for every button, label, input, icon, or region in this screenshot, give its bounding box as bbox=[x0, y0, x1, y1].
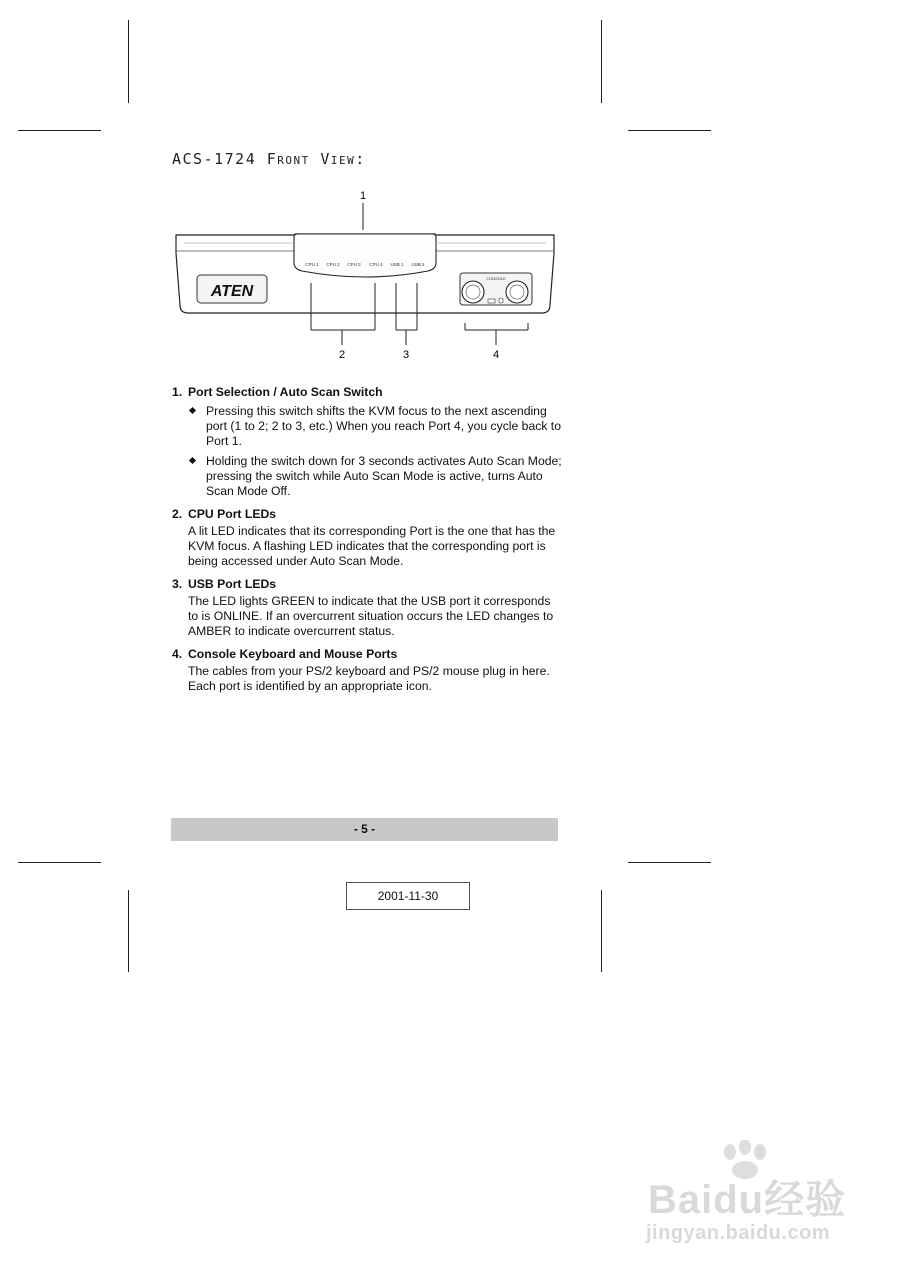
feature-list bbox=[172, 385, 562, 702]
keyboard-symbol-icon bbox=[488, 299, 495, 303]
feature-heading: 3. USB Port LEDs bbox=[172, 577, 277, 591]
callout-1: 1 bbox=[359, 190, 367, 202]
feature-description: The cables from your PS/2 keyboard and PS/2 mouse plug in here. Each port is identified by an appropriate icon. bbox=[188, 664, 550, 693]
led-panel bbox=[294, 234, 436, 277]
feature-item bbox=[172, 507, 562, 569]
callout-2: 2 bbox=[338, 349, 346, 361]
mouse-port-icon bbox=[506, 281, 528, 303]
feature-heading: 2. CPU Port LEDs bbox=[172, 507, 277, 521]
crop-mark bbox=[601, 20, 602, 103]
aten-logo: ATEN bbox=[210, 283, 254, 300]
feature-heading: 4. Console Keyboard and Mouse Ports bbox=[172, 647, 398, 661]
crop-mark bbox=[628, 130, 711, 131]
led-label: USB 1 bbox=[390, 262, 404, 267]
date-box: 2001-11-30 bbox=[346, 882, 470, 910]
crop-mark bbox=[18, 862, 101, 863]
feature-description: A lit LED indicates that its corresponding Port is the one that has the KVM focus. A flashing LED indicates that the corresponding port is being accessed under Auto Scan Mode. bbox=[188, 524, 556, 568]
led-label: CPU 4 bbox=[369, 262, 383, 267]
feature-heading: 1. Port Selection / Auto Scan Switch bbox=[172, 385, 383, 399]
bullet-item: Holding the switch down for 3 seconds activates Auto Scan Mode; pressing the switch while Auto Scan Mode is active, turns Auto Scan Mode Off. bbox=[188, 454, 562, 499]
led-label: CPU 2 bbox=[326, 262, 340, 267]
bullet-item: Pressing this switch shifts the KVM focus to the next ascending port (1 to 2; 2 to 3, etc.) When you reach Port 4, you cycle back to Port 1. bbox=[188, 404, 562, 449]
feature-item bbox=[172, 647, 562, 694]
bullet-list bbox=[188, 404, 562, 499]
crop-mark bbox=[18, 130, 101, 131]
led-label: CPU 3 bbox=[347, 262, 361, 267]
led-label: CPU 1 bbox=[305, 262, 319, 267]
feature-description: The LED lights GREEN to indicate that the USB port it corresponds to is ONLINE. If an overcurrent situation occurs the LED changes to AMBER to indicate overcurrent status. bbox=[188, 594, 554, 638]
callout-3: 3 bbox=[402, 349, 410, 361]
watermark bbox=[640, 1140, 860, 1250]
feature-item bbox=[172, 385, 562, 499]
crop-mark bbox=[628, 862, 711, 863]
crop-mark bbox=[601, 890, 602, 972]
callout-4: 4 bbox=[492, 349, 500, 361]
section-title: ACS-1724 Front View: bbox=[172, 150, 366, 168]
watermark-logo: Baidu经验 bbox=[648, 1178, 847, 1222]
mouse-symbol-icon bbox=[499, 298, 503, 303]
page-number-bar bbox=[171, 818, 558, 841]
page-number: - 5 - bbox=[353, 822, 376, 836]
diamond-bullet-icon bbox=[189, 457, 196, 464]
feature-item bbox=[172, 577, 562, 639]
keyboard-port-icon bbox=[462, 281, 484, 303]
diamond-bullet-icon bbox=[189, 407, 196, 414]
crop-mark bbox=[128, 890, 129, 972]
watermark-url: jingyan.baidu.com bbox=[646, 1222, 831, 1244]
device-diagram bbox=[170, 185, 560, 365]
crop-mark bbox=[128, 20, 129, 103]
front-view-figure bbox=[170, 185, 560, 365]
console-label: CONSOLE bbox=[486, 276, 506, 281]
led-label: USB 2 bbox=[411, 262, 425, 267]
